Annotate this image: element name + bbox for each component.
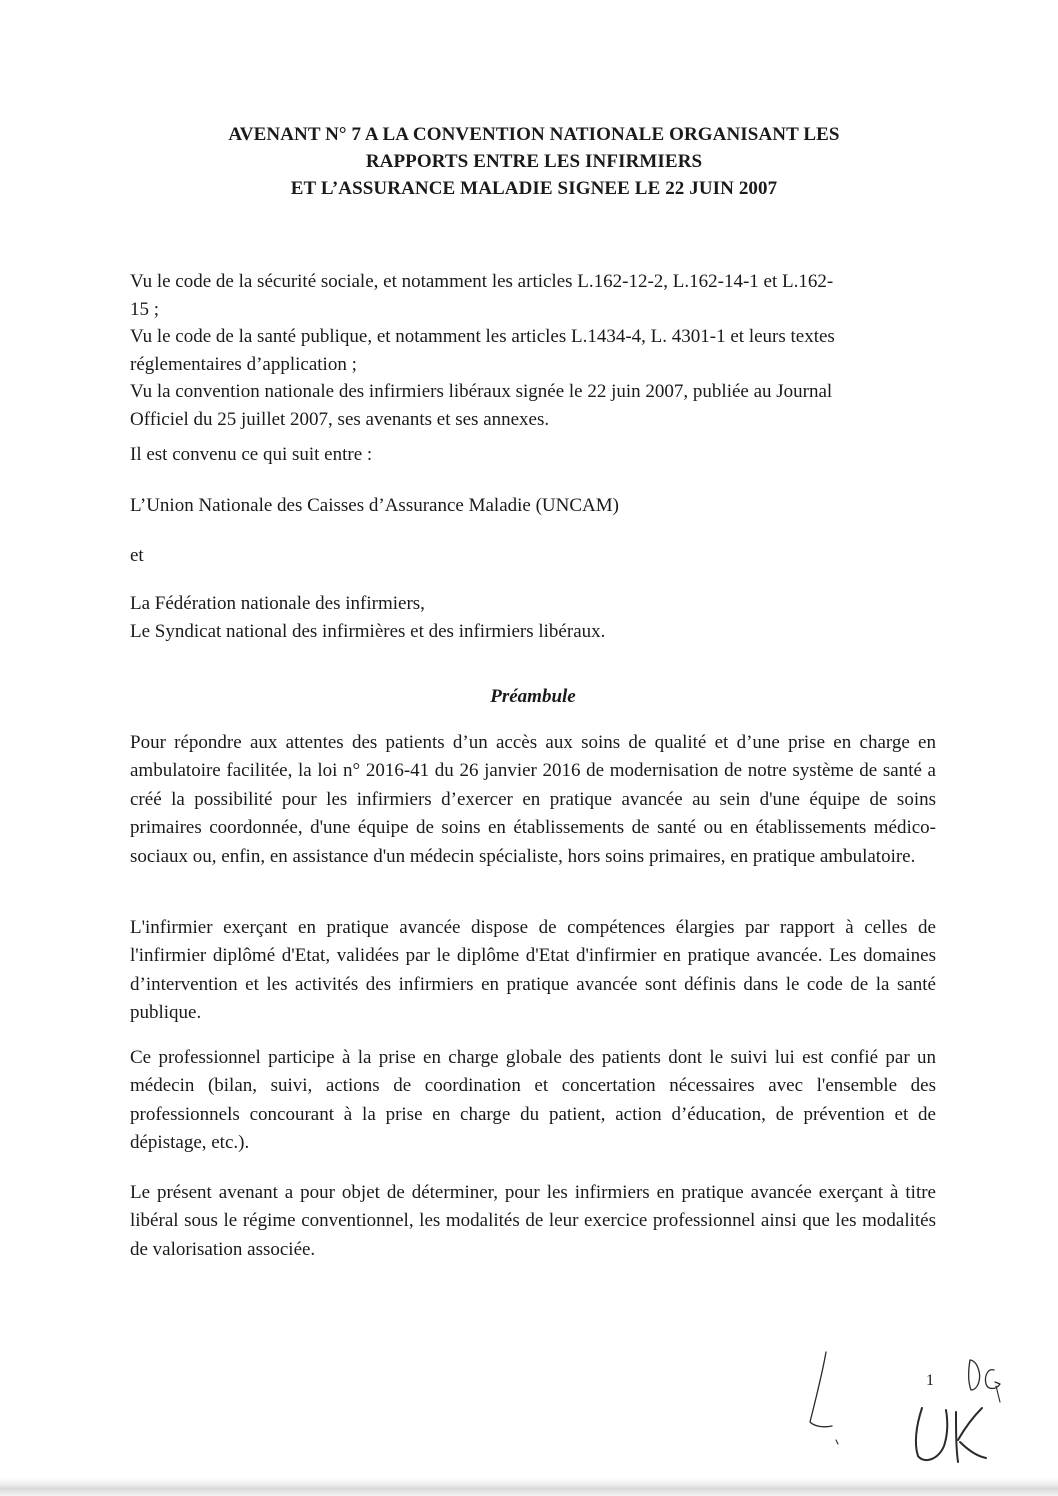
- preamble-paragraph: Pour répondre aux attentes des patients d’un accès aux soins de qualité et d’une prise en charge en ambulatoire facilitée, la loi n° 2016-41 du 26 janvier 2016 de modernisation de notre système de santé a créé la possibilité pour les infirmiers d’exercer en pratique avancée au sein d'une équipe de soins primaires coordonnée, d'une équipe de soins en établissements de santé ou en établissements médico-sociaux ou, enfin, en assistance d'un médecin spécialiste, hors soins primaires, en pratique ambulatoire.: [130, 732, 936, 867]
- preamble-paragraph: Le présent avenant a pour objet de déterminer, pour les infirmiers en pratique avancée exerçant à titre libéral sous le régime conventionnel, les modalités de leur exercice professionnel ainsi que les modalités de valorisation associée.: [130, 1182, 936, 1260]
- handwritten-initials: [790, 1330, 1020, 1480]
- visa-line: Vu le code de la sécurité sociale, et notamment les articles L.162-12-2, L.162-14-1 et L.162-: [130, 271, 834, 292]
- visa-line: 15 ;: [130, 298, 160, 320]
- visa-line: Vu le code de la santé publique, et notamment les articles L.1434-4, L. 4301-1 et leurs textes: [130, 326, 835, 347]
- party-uncam: L’Union Nationale des Caisses d’Assurance Maladie (UNCAM): [130, 495, 619, 516]
- title-line: ET L’ASSURANCE MALADIE SIGNEE LE 22 JUIN 2007: [290, 178, 778, 199]
- party-line: Le Syndicat national des infirmières et des infirmiers libéraux.: [130, 620, 606, 642]
- preamble-paragraph: L'infirmier exerçant en pratique avancée dispose de compétences élargies par rapport à celles de l'infirmier diplômé d'Etat, validées par le diplôme d'Etat d'infirmier en pratique avancée. Les domaines d’intervention et les activités des infirmiers en pratique avancée sont définis dans le code de la santé publique.: [130, 917, 936, 1024]
- preamble-paragraph: Ce professionnel participe à la prise en charge globale des patients dont le suivi lui est confié par un médecin (bilan, suivi, actions de coordination et concertation nécessaires avec l'ensemble des professionnels concourant à la prise en charge du patient, action d’éducation, de prévention et de dépistage, etc.).: [130, 1047, 936, 1154]
- party-conjunction: et: [130, 545, 144, 566]
- page-number: 1: [926, 1372, 934, 1389]
- signatory-unions: [130, 590, 936, 645]
- title-line: RAPPORTS ENTRE LES INFIRMIERS: [365, 151, 703, 172]
- visa-line: réglementaires d’application ;: [130, 353, 357, 375]
- document-title: [130, 121, 938, 202]
- preamble-heading: Préambule: [490, 686, 576, 707]
- visa-line: Vu la convention nationale des infirmiers libéraux signée le 22 juin 2007, publiée au Journal: [130, 381, 833, 402]
- legal-references: [130, 268, 936, 433]
- party-line: La Fédération nationale des infirmiers,: [130, 593, 425, 614]
- agreement-intro: Il est convenu ce qui suit entre :: [130, 444, 373, 465]
- visa-line: Officiel du 25 juillet 2007, ses avenants et ses annexes.: [130, 408, 550, 430]
- title-line: AVENANT N° 7 A LA CONVENTION NATIONALE ORGANISANT LES: [228, 124, 840, 145]
- scan-edge-artifact: [0, 1478, 1058, 1496]
